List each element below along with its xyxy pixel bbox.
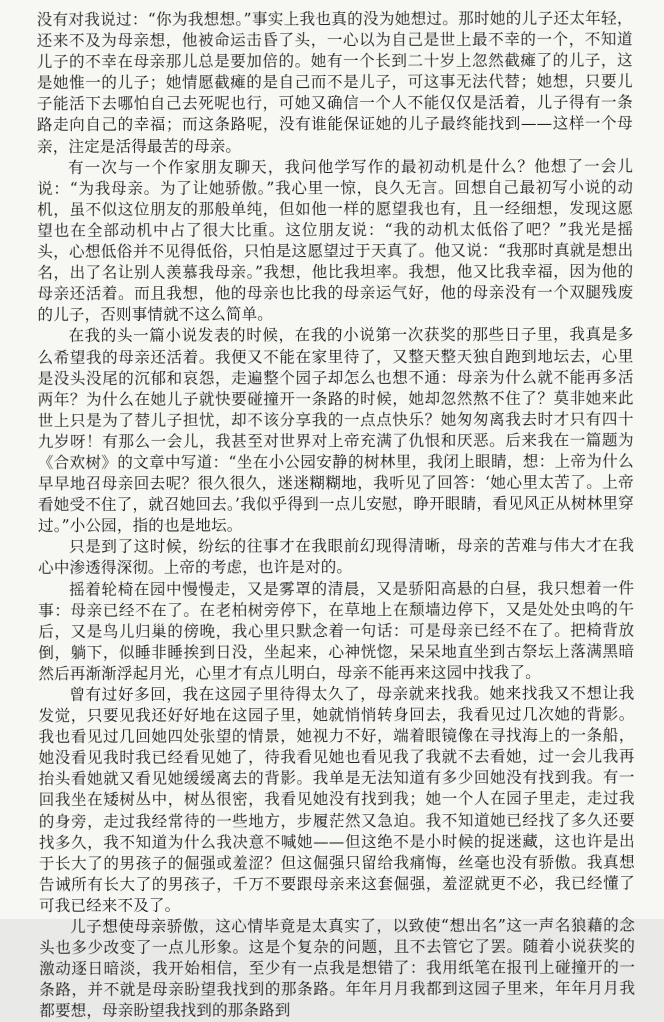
paragraph-2: 有一次与一个作家朋友聊天，我问他学写作的最初动机是什么？他想了一会儿说：“为我母亲。为了让她骄傲。”我心里一惊，良久无言。回想自己最初写小说的动机，虽不似这位朋友的那般单纯，但如他一样的愿望我也有，且一经细想，发现这愿望也在全部动机中占了很大比重。这位朋友说：“我的动机太低俗了吧？”我光是摇头，心想低俗并不见得低俗，只怕是这愿望过于天真了。他又说：“我那时真就是想出名，出了名让别人羡慕我母亲。”我想，他比我坦率。我想，他又比我幸福，因为他的母亲还活着。而且我想，他的母亲也比我的母亲运气好，他的母亲没有一个双腿残废的儿子，否则事情就不这么简单。 [37, 156, 634, 325]
paragraph-7: 儿子想使母亲骄傲，这心情毕竟是太真实了，以致使“想出名”这一声名狼藉的念头也多少改变了一点儿形象。这是个复杂的问题，且不去管它了罢。随着小说获奖的激动逐日暗淡，我开始相信，至少有一点我是想错了：我用纸笔在报刊上碰撞开的一条路，并不就是母亲盼望我找到的那条路。年年月月我都到这园子里来，年年月月我都要想，母亲盼望我找到的那条路到 [39, 916, 636, 1021]
paragraph-5: 摇着轮椅在园中慢慢走，又是雾罩的清晨，又是骄阳高悬的白昼，我只想着一件事：母亲已经不在了。在老柏树旁停下，在草地上在颓墙边停下，又是处处虫鸣的午后，又是鸟儿归巢的傍晚，我心里只默念着一句话：可是母亲已经不在了。把椅背放倒，躺下，似睡非睡挨到日没，坐起来，心神恍惚，呆呆地直坐到古祭坛上落满黑暗然后再渐渐浮起月光，心里才有点儿明白，母亲不能再来这园中找我了。 [38, 578, 635, 683]
paragraph-4: 只是到了这时候，纷纭的往事才在我眼前幻现得清晰，母亲的苦难与伟大才在我心中渗透得深彻。上帝的考虑，也许是对的。 [38, 536, 635, 578]
paragraph-6: 曾有过好多回，我在这园子里待得太久了，母亲就来找我。她来找我又不想让我发觉，只要见我还好好地在这园子里，她就悄悄转身回去，我看见过几次她的背影。我也看见过几回她四处张望的情景，她视力不好，端着眼镜像在寻找海上的一条船，她没看见我时我已经看见她了，待我看见她也看见我了我就不去看她，过一会儿我再抬头看她就又看见她缓缓离去的背影。我单是无法知道有多少回她没有找到我。有一回我坐在矮树丛中，树丛很密，我看见她没有找到我；她一个人在园子里走，走过我的身旁，走过我经常待的一些地方，步履茫然又急迫。我不知道她已经找了多久还要找多久，我不知道为什么我决意不喊她——但这绝不是小时候的捉迷藏，这也许是出于长大了的男孩子的倔强或羞涩？但这倔强只留给我痛悔，丝毫也没有骄傲。我真想告诫所有长大了的男孩子，千万不要跟母亲来这套倔强，羞涩就更不必，我已经懂了可我已经来不及了。 [38, 684, 635, 915]
paragraph-3: 在我的头一篇小说发表的时候，在我的小说第一次获奖的那些日子里，我真是多么希望我的母亲还活着。我便又不能在家里待了，又整天整天独自跑到地坛去，心里是没头没尾的沉郁和哀怨，走遍整个园子却怎么也想不通：母亲为什么就不能再多活两年？为什么在她儿子就快要碰撞开一条路的时候，她却忽然熬不住了？莫非她来此世上只是为了替儿子担忧，却不该分享我的一点点快乐？她匆匆离我去时才只有四十九岁呀！有那么一会儿，我甚至对世界对上帝充满了仇恨和厌恶。后来我在一篇题为《合欢树》的文章中写道：“坐在小公园安静的树林里，我闭上眼睛，想：上帝为什么早早地召母亲回去呢？很久很久，迷迷糊糊地，我听见了回答：‘她心里太苦了。上帝看她受不住了，就召她回去。’我似乎得到一点儿安慰，睁开眼睛，看见风正从树林里穿过。”小公园，指的也是地坛。 [37, 325, 634, 536]
paragraph-1: 没有对我说过：“你为我想想。”事实上我也真的没为她想过。那时她的儿子还太年轻，还来不及为母亲想，他被命运击昏了头，一心以为自己是世上最不幸的一个，不知道儿子的不幸在母亲那儿总是要加倍的。她有一个长到二十岁上忽然截瘫了的儿子，这是她惟一的儿子；她情愿截瘫的是自己而不是儿子，可这事无法代替；她想，只要儿子能活下去哪怕自己去死呢也行，可她又确信一个人不能仅仅是活着，儿子得有一条路走向自己的幸福；而这条路呢，没有谁能保证她的儿子最终能找到——这样一个母亲，注定是活得最苦的母亲。 [36, 9, 633, 156]
text-block [37, 8, 636, 1022]
